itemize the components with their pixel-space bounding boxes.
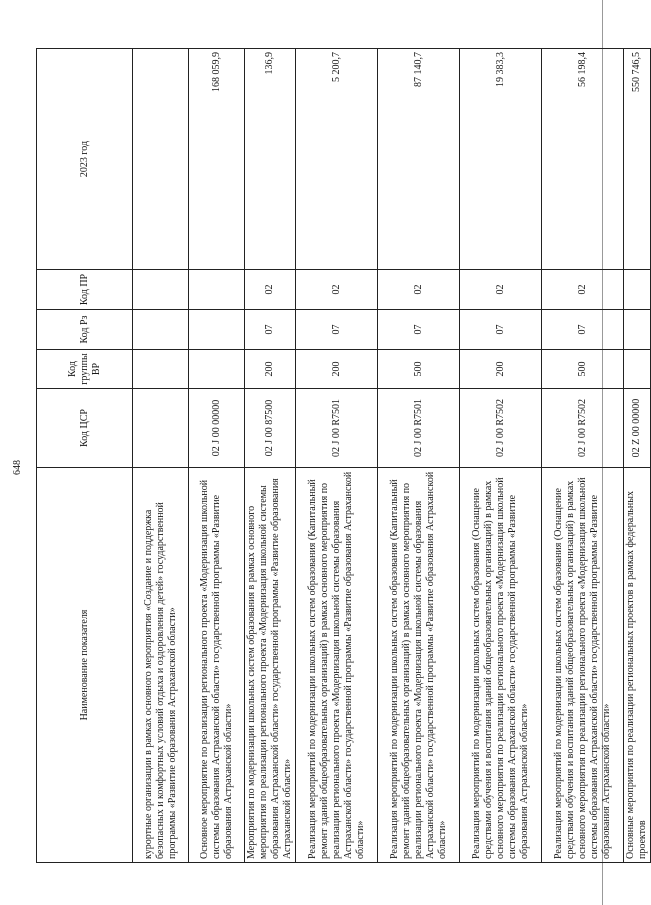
- table-row: [296, 49, 378, 863]
- row-vr-cell: 200: [296, 350, 378, 389]
- row-vr-cell: 200: [245, 350, 296, 389]
- row-value-cell: 56 198,4: [542, 49, 624, 270]
- table-row: [189, 49, 245, 863]
- row-value-cell: 19 383,3: [460, 49, 542, 270]
- row-value-cell: 168 059,9: [189, 49, 245, 270]
- table-row: [378, 49, 460, 863]
- row-csr-cell: 02 J 00 87500: [245, 389, 296, 468]
- table-body: [133, 49, 651, 863]
- row-csr-cell: 02 J 00 00000: [189, 389, 245, 468]
- table-row: [133, 49, 189, 863]
- row-rz-cell: 07: [542, 310, 624, 350]
- row-rz-cell: [133, 310, 189, 350]
- row-csr-cell: 02 Z 00 00000: [624, 389, 651, 468]
- row-rz-cell: 07: [296, 310, 378, 350]
- row-value-cell: 87 140,7: [378, 49, 460, 270]
- table-row: [624, 49, 651, 863]
- row-vr-cell: [133, 350, 189, 389]
- header-pr: Код ПР: [37, 270, 133, 310]
- table-header-row: [37, 49, 133, 863]
- row-pr-cell: 02: [542, 270, 624, 310]
- row-rz-cell: 07: [245, 310, 296, 350]
- row-rz-cell: 07: [460, 310, 542, 350]
- row-pr-cell: 02: [378, 270, 460, 310]
- row-name-cell: Мероприятия по модернизации школьных систем образования в рамках основного мероприятия по реализации регионального проекта «Модернизация школьной системы образования Астраханской области» государственной программы «Развитие образования Астраханской области»: [245, 468, 296, 863]
- row-name-cell: Основные мероприятия по реализации региональных проектов в рамках федеральных проектов: [624, 468, 651, 863]
- row-vr-cell: [624, 350, 651, 389]
- row-csr-cell: [133, 389, 189, 468]
- row-name-cell: Реализация мероприятий по модернизации школьных систем образования (Капитальный ремонт зданий общеобразовательных организаций) в рамках основного мероприятия по реализации регионального проекта «Модернизация школьной системы образования Астраханской области» государственной программы «Развитие образования Астраханской области»: [378, 468, 460, 863]
- row-rz-cell: [189, 310, 245, 350]
- row-value-cell: 136,9: [245, 49, 296, 270]
- row-value-cell: [133, 49, 189, 270]
- header-csr: Код ЦСР: [37, 389, 133, 468]
- row-csr-cell: 02 J 00 R7501: [378, 389, 460, 468]
- row-vr-cell: 200: [460, 350, 542, 389]
- row-vr-cell: 500: [542, 350, 624, 389]
- row-vr-cell: [189, 350, 245, 389]
- row-name-cell: Реализация мероприятий по модернизации школьных систем образования (Капитальный ремонт зданий общеобразовательных организаций) в рамках основного мероприятия по реализации регионального проекта «Модернизация школьной системы образования Астраханской области» государственной программы «Развитие образования Астраханской области»: [296, 468, 378, 863]
- row-pr-cell: 02: [460, 270, 542, 310]
- budget-table: [36, 48, 651, 863]
- row-pr-cell: 02: [296, 270, 378, 310]
- row-rz-cell: [624, 310, 651, 350]
- header-name: Наименование показателя: [37, 468, 133, 863]
- row-value-cell: 550 746,5: [624, 49, 651, 270]
- row-pr-cell: [624, 270, 651, 310]
- row-name-cell: Основное мероприятие по реализации регионального проекта «Модернизация школьной системы образования Астраханской области» государственной программы «Развитие образования Астраханской области»: [189, 468, 245, 863]
- row-csr-cell: 02 J 00 R7502: [542, 389, 624, 468]
- row-vr-cell: 500: [378, 350, 460, 389]
- row-name-cell: курортные организации в рамках основного мероприятия «Создание и поддержка безопасных и комфортных условий отдыха и оздоровления детей» государственной программы «Развитие образования Астраханской области»: [133, 468, 189, 863]
- row-name-cell: Реализация мероприятий по модернизации школьных систем образования (Оснащение средствами обучения и воспитания зданий общеобразовательных организаций) в рамках основного мероприятия по реализации регионального проекта «Модернизация школьной системы образования Астраханской области» государственной программы «Развитие образования Астраханской области»: [542, 468, 624, 863]
- table-row: [542, 49, 624, 863]
- header-rz: Код Рз: [37, 310, 133, 350]
- header-year: 2023 год: [37, 49, 133, 270]
- header-vr: Код группы ВР: [37, 350, 133, 389]
- row-rz-cell: 07: [378, 310, 460, 350]
- row-pr-cell: 02: [245, 270, 296, 310]
- page-number: 648: [12, 460, 23, 475]
- table-row: [460, 49, 542, 863]
- row-pr-cell: [189, 270, 245, 310]
- table-row: [245, 49, 296, 863]
- row-value-cell: 5 200,7: [296, 49, 378, 270]
- row-csr-cell: 02 J 00 R7501: [296, 389, 378, 468]
- row-name-cell: Реализация мероприятий по модернизации школьных систем образования (Оснащение средствами обучения и воспитания зданий общеобразовательных организаций) в рамках основного мероприятия по реализации регионального проекта «Модернизация школьной системы образования Астраханской области» государственной программы «Развитие образования Астраханской области»: [460, 468, 542, 863]
- row-csr-cell: 02 J 00 R7502: [460, 389, 542, 468]
- row-pr-cell: [133, 270, 189, 310]
